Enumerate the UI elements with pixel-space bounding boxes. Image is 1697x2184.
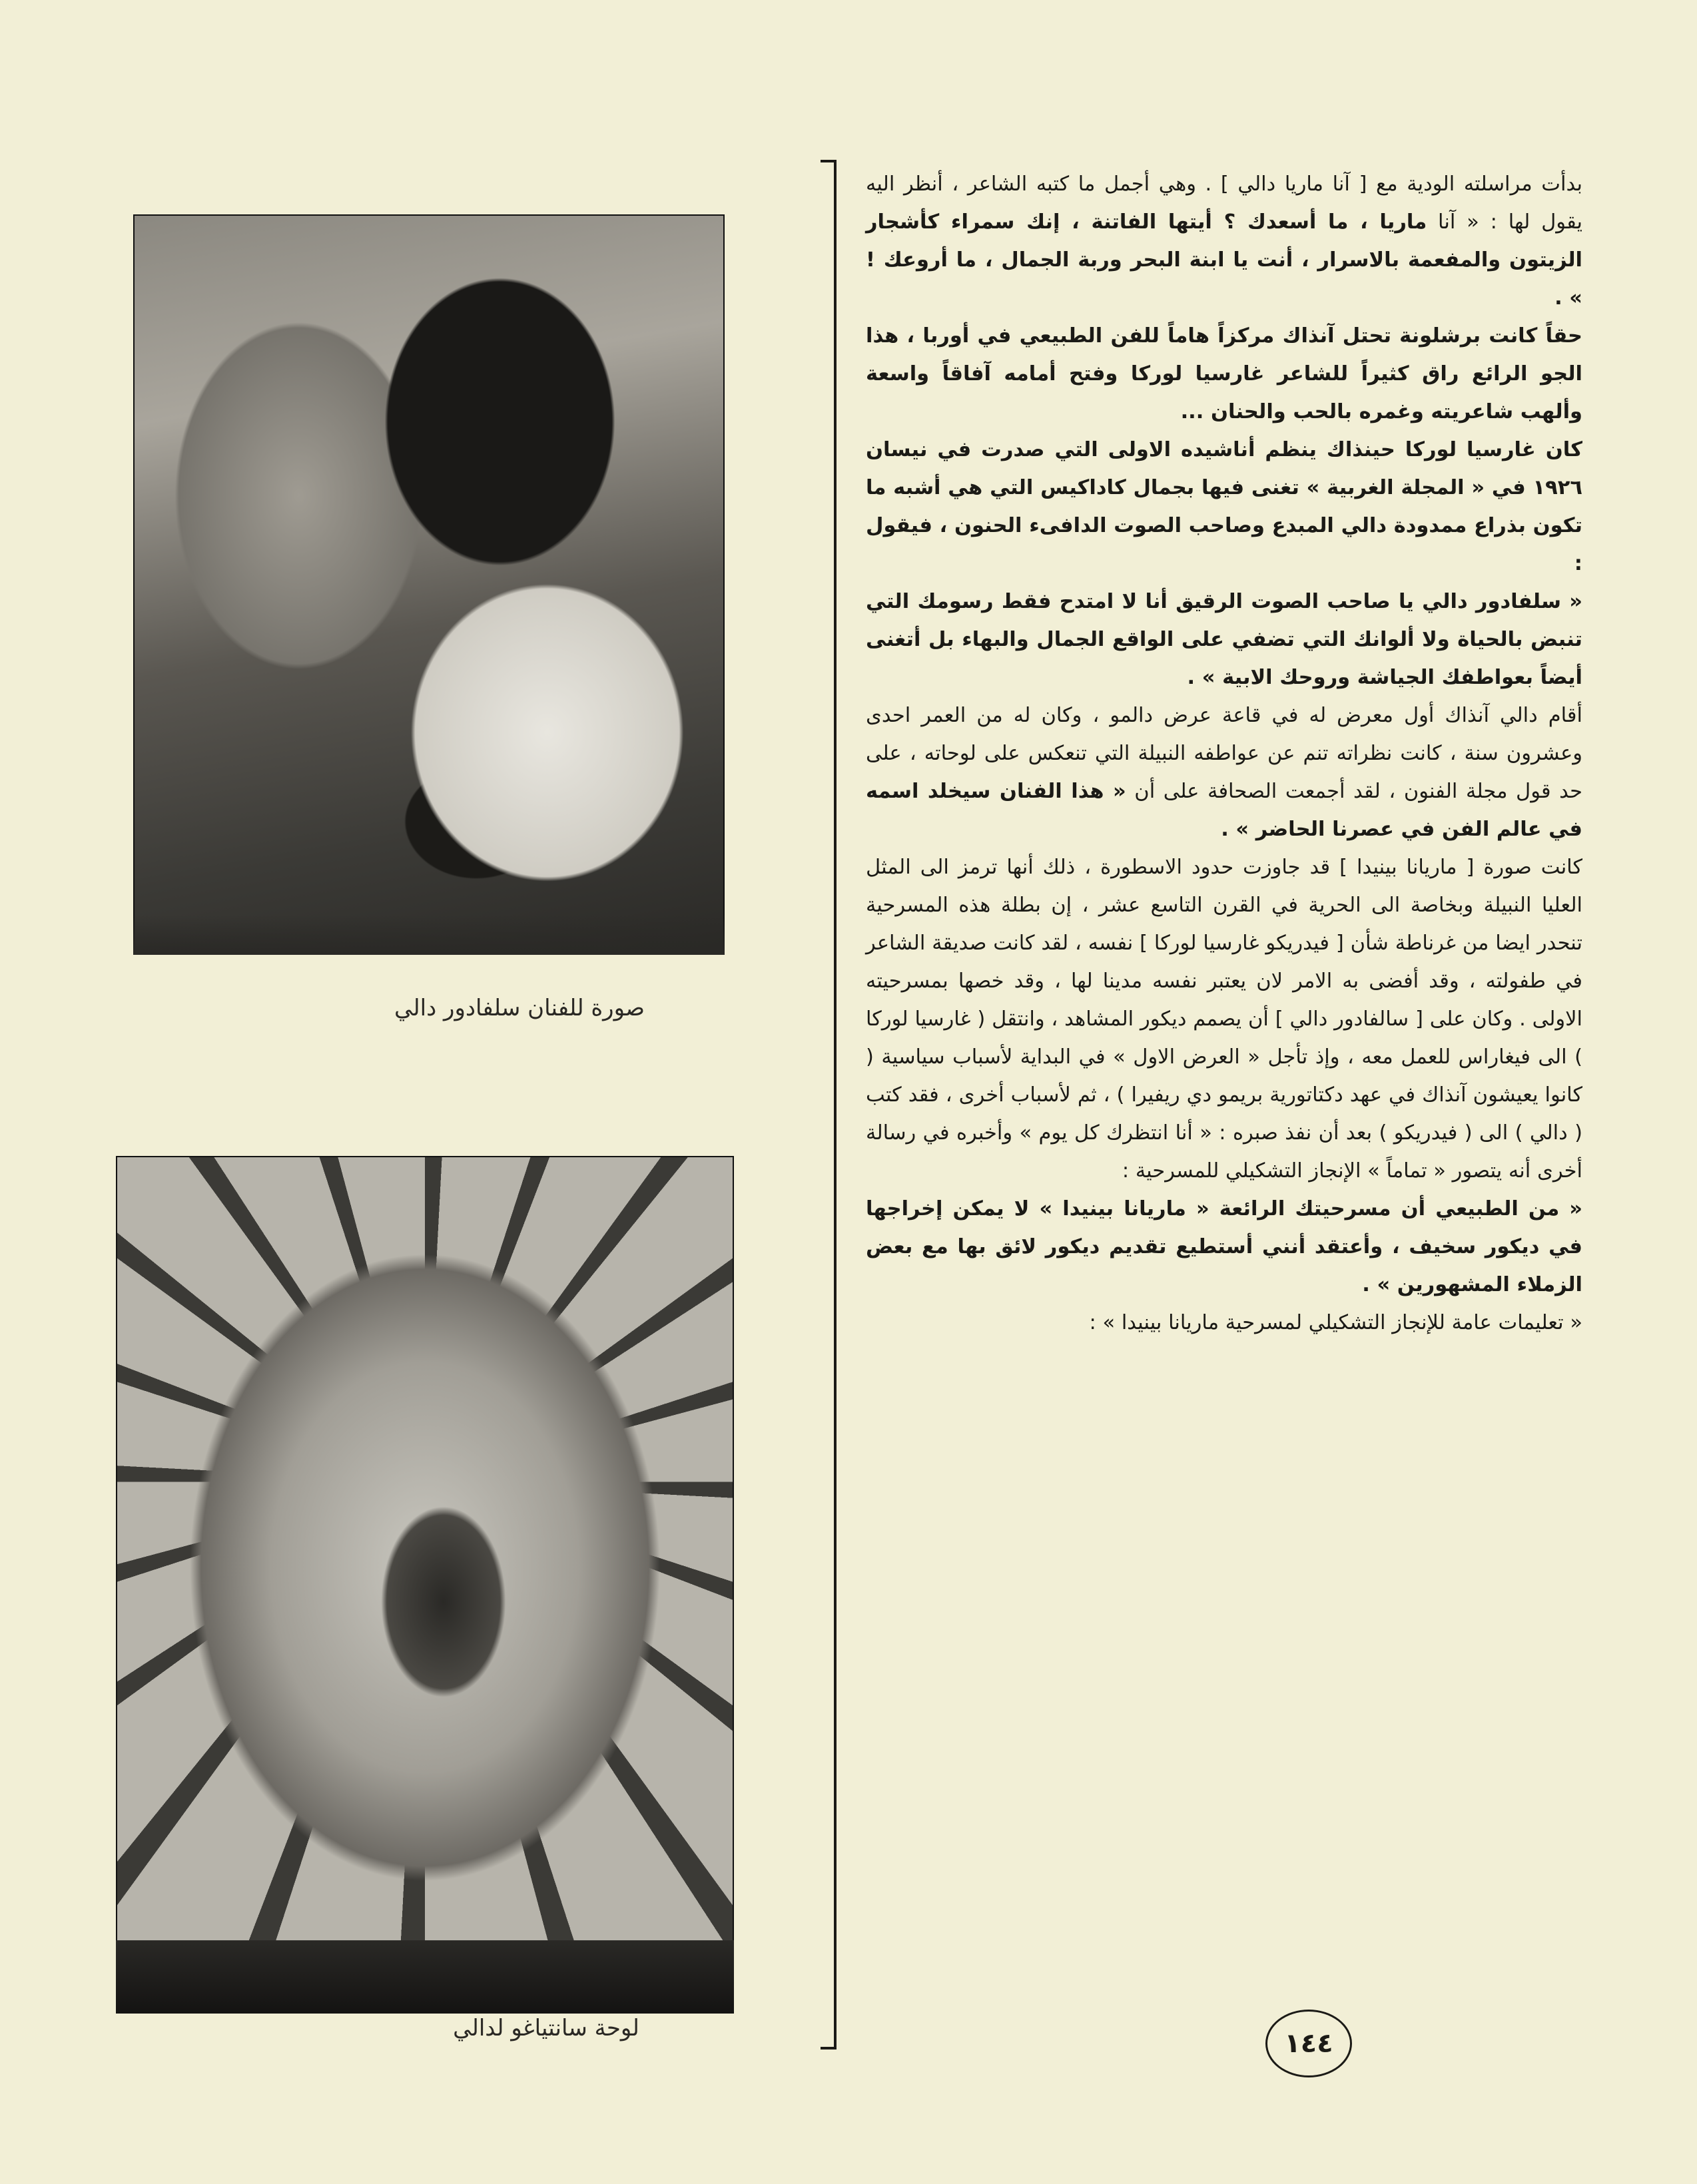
- article-quote: « سلفادور دالي يا صاحب الصوت الرقيق أنا لا امتدح فقط رسومك التي تنبض بالحياة ولا ألوانك التي تضفي على الواقع الجمال والبهاء بل أتغنى أيضاً بعواطفك الجياشة وروحك الابية » .: [866, 590, 1582, 689]
- article-paragraph: [866, 1190, 1582, 1304]
- article-paragraph: [866, 583, 1582, 696]
- article-text: كان غارسيا لوركا حينذاك ينظم أناشيده الاولى التي صدرت في نيسان ١٩٢٦ في « المجلة الغربية » تغنى فيها بجمال كاداكيس التي هي أشبه ما تكون بذراع ممدودة دالي المبدع وصاحب الصوت الدافىء الحنون ، فيقول :: [866, 438, 1582, 575]
- article-quote: ماريا ، ما أسعدك ؟ أيتها الفاتنة ، إنك سمراء كأشجار الزيتون والمفعمة بالاسرار ، أنت يا ابنة البحر وربة الجمال ، ما أروعك ! » .: [866, 210, 1582, 310]
- article-quote: « من الطبيعي أن مسرحيتك الرائعة « ماريانا بينيدا » لا يمكن إخراجها في ديكور سخيف ، وأعتقد أنني أستطيع تقديم ديكور لائق بها مع بعض الزملاء المشهورين » .: [866, 1197, 1582, 1296]
- article-paragraph: [866, 317, 1582, 431]
- article-text: أقام دالي آنذاك أول معرض له في قاعة عرض دالمو ، وكان له من العمر احدى وعشرون سنة ، كانت نظراته تنم عن عواطفه النبيلة التي تنعكس على لوحاته ، على حد قول مجلة الفنون ، لقد أجمعت الصحافة على أن: [866, 704, 1582, 803]
- article-paragraph: [866, 431, 1582, 583]
- santiago-painting-caption: لوحة سانتياغو لدالي: [453, 2015, 639, 2042]
- article-text: حقاً كانت برشلونة تحتل آنذاك مركزاً هاماً للفن الطبيعي في أوربا ، هذا الجو الرائع راق كثيراً للشاعر: [866, 324, 1583, 386]
- article-text: كانت صورة [ ماريانا بينيدا ] قد جاوزت حدود الاسطورة ، ذلك أنها ترمز الى المثل العليا النبيلة وبخاصة الى الحرية في القرن التاسع عشر ، إن بطلة هذه المسرحية تنحدر ايضا من غرناطة شأن [ فيدريكو غارسيا لوركا ] نفسه ، لقد كانت صديقة الشاعر في طفولته ، وقد أفضى به الامر لان يعتبر نفسه مدينا لها ، وقد خصها بمسرحيته الاولى . وكان على [ سالفادور دالي ] أن يصمم ديكور المشاهد ، وانتقل ( غارسيا لوركا ) الى فيغاراس للعمل معه ، وإذ تأجل « العرض الاول » في البداية لأسباب سياسية ( كانوا يعيشون آنذاك في عهد دكتاتورية بريمو دي ريفيرا ) ، ثم لأسباب أخرى ، فقد كتب ( دالي ) الى ( فيدريكو ) بعد أن نفذ صبره : « أنا انتظرك كل يوم » وأخبره في رسالة أخرى أنه يتصور « تماماً » الإنجاز التشكيلي للمسرحية :: [866, 856, 1582, 1183]
- dali-portrait-photo: [133, 214, 725, 955]
- article-paragraph: [866, 165, 1582, 317]
- article-paragraph: [866, 696, 1582, 848]
- article-text: غارسيا لوركا وفتح أمامه آفاقاً واسعة وألهب شاعريته وغمره بالحب والحنان ...: [866, 362, 1582, 423]
- article-paragraph: [866, 1304, 1582, 1342]
- santiago-painting-photo: [116, 1156, 734, 2014]
- article-body: [866, 165, 1582, 2010]
- page-number-badge: ١٤٤: [1265, 2010, 1352, 2077]
- column-bracket-rule: [821, 160, 837, 2049]
- article-text: « تعليمات عامة للإنجاز التشكيلي لمسرحية ماريانا بينيدا » :: [1089, 1311, 1582, 1334]
- article-text: بدأت مراسلته الودية مع [ آنا ماريا دالي ] . وهي أجمل ما كتبه الشاعر ، أنظر اليه يقول لها : « آنا: [866, 172, 1582, 234]
- article-quote: « هذا الفنان سيخلد اسمه في عالم الفن في عصرنا الحاضر » .: [866, 780, 1582, 841]
- dali-portrait-caption: صورة للفنان سلفادور دالي: [394, 995, 645, 1021]
- article-paragraph: [866, 848, 1582, 1190]
